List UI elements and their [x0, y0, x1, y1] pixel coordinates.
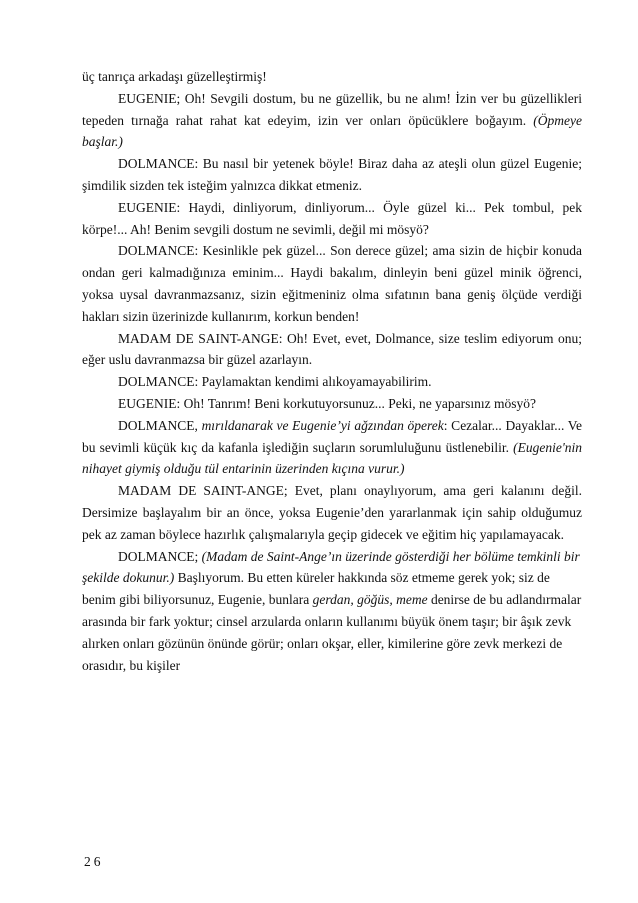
paragraph — [82, 153, 582, 197]
paragraph — [82, 197, 582, 241]
text-run: DOLMANCE: Paylamaktan kendimi alıkoyamayabilirim. — [118, 374, 432, 390]
italic-text: (Madam de Saint-Ange’ın üzerinde gösterdiği her bölüme temkinli bir şekilde dokunur.) — [82, 548, 580, 586]
paragraph — [82, 371, 582, 393]
paragraph — [82, 393, 582, 415]
text-run: : Cezalar... Dayaklar... Ve bu sevimli küçük kıç da kafanla işlediğin suçların sorumluluğunu üstlenebilir. — [82, 417, 583, 455]
italic-text: (Öpmeye başlar.) — [82, 112, 582, 150]
text-run: EUGENIE: Oh! Tanrım! Beni korkutuyorsunuz... Peki, ne yaparsınız mösyö? — [118, 395, 536, 411]
paragraph — [82, 480, 582, 545]
text-run: üç tanrıça arkadaşı güzelleştirmiş! — [82, 69, 267, 84]
text-run: DOLMANCE, — [118, 417, 202, 433]
paragraph — [82, 328, 582, 372]
paragraph — [82, 88, 582, 153]
text-run: DOLMANCE: Bu nasıl bir yetenek böyle! Biraz daha az ateşli olun güzel Eugenie; şimdilik sizden tek isteğim yalnızca dikkat etmeniz. — [82, 156, 582, 193]
paragraph — [82, 240, 582, 327]
text-run: EUGENIE; Oh! Sevgili dostum, bu ne güzellik, bu ne alım! İzin ver bu güzellikleri tepeden tırnağa rahat rahat kat edeyim, izin ver onları öpücüklere boğayım. — [82, 90, 582, 128]
text-run: Başlıyorum. Bu etten küreler hakkında söz etmeme gerek yok; siz de benim gibi biliyorsunuz, Eugenie, bunlara — [82, 570, 550, 608]
text-run: MADAM DE SAINT-ANGE; Evet, planı onaylıyorum, ama geri kalanını değil. Dersimize başlayalım bir an önce, yoksa Eugenie’den yararlanmak için sahip olduğumuz pek az zaman böylece hazırlık çalışmalarıyla geçip gidecek ve eğitim hiç yapılamayacak. — [82, 483, 582, 542]
italic-text: mırıldanarak ve Eugenie’yi ağzından öperek — [201, 417, 444, 433]
text-run: EUGENIE: Haydi, dinliyorum, dinliyorum... Öyle güzel ki... Pek tombul, pek körpe!... Ah! Benim sevgili dostum ne sevimli, değil mi mösyö? — [82, 199, 582, 237]
italic-text: gerdan, göğüs, meme — [312, 592, 428, 608]
page-number: 26 — [84, 854, 104, 869]
text-run: DOLMANCE; — [118, 548, 202, 564]
page-text — [82, 66, 582, 676]
paragraph — [82, 66, 582, 88]
text-run: MADAM DE SAINT-ANGE: Oh! Evet, evet, Dolmance, size teslim ediyorum onu; eğer uslu davranmazsa bir güzel azarlayın. — [82, 330, 582, 368]
paragraph — [82, 546, 582, 677]
italic-text: (Eugenie'nin nihayet giymiş olduğu tül entarinin üzerinden kıçına vurur.) — [82, 439, 582, 477]
text-run: DOLMANCE: Kesinlikle pek güzel... Son derece güzel; ama sizin de hiçbir konuda ondan geri kalmadığınıza eminim... Haydi bakalım, dinleyin beni güzel minik öğrenci, yoksa uysal davranmazsanız, sizin eğitmeniniz olma sıfatının bana geniş ölçüde verdiği hakları sizin üzerinizde kullanırım, korkun benden! — [82, 243, 582, 324]
text-run: denirse de bu adlandırmalar arasında bir fark yoktur; cinsel arzularda onların kullanımı büyük önem taşır; bir âşık zevk alırken onları gözünün önünde görür; onları okşar, eller, kimilerine göre zevk merkezi de orasıdır, bu kişiler — [82, 592, 582, 673]
paragraph — [82, 415, 582, 480]
